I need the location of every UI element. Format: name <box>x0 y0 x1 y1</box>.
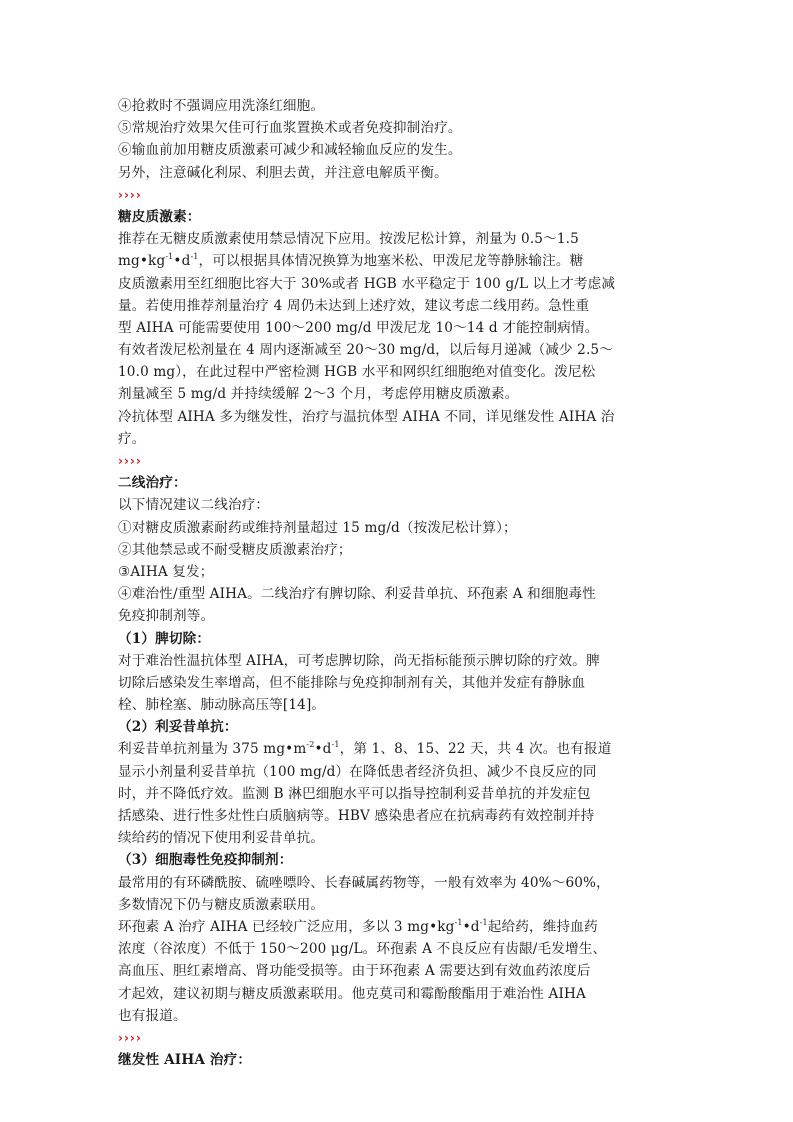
text-line: 有效者泼尼松剂量在 4 周内逐渐减至 20～30 mg/d，以后每月递减（减少 2.5～ <box>118 342 613 359</box>
text-line: ①对糖皮质激素耐药或维持剂量超过 15 mg/d（按泼尼松计算）； <box>118 519 517 536</box>
section-heading-secondary: 继发性 AIHA 治疗： <box>118 1052 252 1069</box>
text-line: ④抢救时不强调应用洗涤红细胞。 <box>118 98 325 114</box>
text-line: ②其他禁忌或不耐受糖皮质激素治疗； <box>118 541 352 558</box>
text-line: 切除后感染发生率增高，但不能排除与免疫抑制剂有关，其他并发症有静脉血 <box>118 674 586 691</box>
text-line: 高血压、胆红素增高、肾功能受损等。由于环孢素 A 需要达到有效血药浓度后 <box>118 963 591 980</box>
text-line: 剂量减至 5 mg/d 并持续缓解 2～3 个月，考虑停用糖皮质激素。 <box>118 386 519 403</box>
section-separator: ›››› <box>118 187 142 202</box>
text-line: 推荐在无糖皮质激素使用禁忌情况下应用。按泼尼松计算，剂量为 0.5～1.5 <box>118 231 579 248</box>
text-line: 括感染、进行性多灶性白质脑病等。HBV 感染患者应在抗病毒药有效控制并持 <box>118 808 595 824</box>
text-line: 环孢素 A 治疗 AIHA 已经较广泛应用，多以 3 $mg•kg^{-1}•d^{-1}$起给药，维持血药 <box>118 917 598 935</box>
section-heading-glucocorticoid: 糖皮质激素： <box>118 208 201 225</box>
text-line: 冷抗体型 AIHA 多为继发性，治疗与温抗体型 AIHA 不同，详见继发性 AIHA 治 <box>118 408 615 425</box>
text-line: 多数情况下仍与糖皮质激素联用。 <box>118 896 325 913</box>
subheading-cytotoxic: （3）细胞毒性免疫抑制剂： <box>118 852 293 869</box>
text-line: 疗。 <box>118 430 146 447</box>
text-line: 也有报道。 <box>118 1007 187 1024</box>
text-line: 浓度（谷浓度）不低于 150～200 μg/L。环孢素 A 不良反应有齿龈/毛发增生、 <box>118 941 607 958</box>
text-line: 以下情况建议二线治疗： <box>118 497 270 514</box>
text-line: $mg•kg^{-1}•d^{-1}$，可以根据具体情况换算为地塞米松、甲泼尼龙等静脉输注。糖 <box>118 252 584 270</box>
subheading-rituximab: （2）利妥昔单抗： <box>118 719 238 736</box>
text-line: 时，并不降低疗效。监测 B 淋巴细胞水平可以指导控制利妥昔单抗的并发症包 <box>118 785 591 802</box>
text-line: ③AIHA 复发； <box>118 563 214 580</box>
text-line: ④难治性/重型 AIHA。二线治疗有脾切除、利妥昔单抗、环孢素 A 和细胞毒性 <box>118 586 596 603</box>
text-line: 续给药的情况下使用利妥昔单抗。 <box>118 830 325 847</box>
text-line: 另外，注意碱化利尿、利胆去黄，并注意电解质平衡。 <box>118 164 448 181</box>
text-line: 免疫抑制剂等。 <box>118 608 215 625</box>
text-line: 显示小剂量利妥昔单抗（100 mg/d）在降低患者经济负担、减少不良反应的同 <box>118 763 597 780</box>
section-separator: ›››› <box>118 1030 142 1045</box>
section-heading-second-line: 二线治疗： <box>118 475 187 492</box>
text-line: 量。若使用推荐剂量治疗 4 周仍未达到上述疗效，建议考虑二线用药。急性重 <box>118 297 590 314</box>
text-line: 利妥昔单抗剂量为 375 $mg•m^{-2}•d^{-1}$，第 1、8、15、22 天，共 4 次。也有报道 <box>118 740 612 758</box>
text-line: 最常用的有环磷酰胺、硫唑嘌呤、长春碱属药物等，一般有效率为 40%～60%， <box>118 874 610 891</box>
text-line: 型 AIHA 可能需要使用 100～200 mg/d 甲泼尼龙 10～14 d 才能控制病情。 <box>118 319 599 336</box>
document-page <box>118 95 678 1071</box>
text-line: ⑥输血前加用糖皮质激素可减少和减轻输血反应的发生。 <box>118 142 462 159</box>
text-line: 皮质激素用至红细胞比容大于 30%或者 HGB 水平稳定于 100 g/L 以上才考虑减 <box>118 275 616 292</box>
text-line: ⑤常规治疗效果欠佳可行血浆置换术或者免疫抑制治疗。 <box>118 120 462 137</box>
section-separator: ›››› <box>118 454 142 468</box>
text-line: 10.0 mg），在此过程中严密检测 HGB 水平和网织红细胞绝对值变化。泼尼松 <box>118 364 596 381</box>
subheading-splenectomy: （1）脾切除： <box>118 630 211 647</box>
text-line: 对于难治性温抗体型 AIHA，可考虑脾切除，尚无指标能预示脾切除的疗效。脾 <box>118 652 600 669</box>
text-line: 才起效，建议初期与糖皮质激素联用。他克莫司和霉酚酸酯用于难治性 AIHA <box>118 985 586 1002</box>
text-line: 栓、肺栓塞、肺动脉高压等[14]。 <box>118 697 326 714</box>
